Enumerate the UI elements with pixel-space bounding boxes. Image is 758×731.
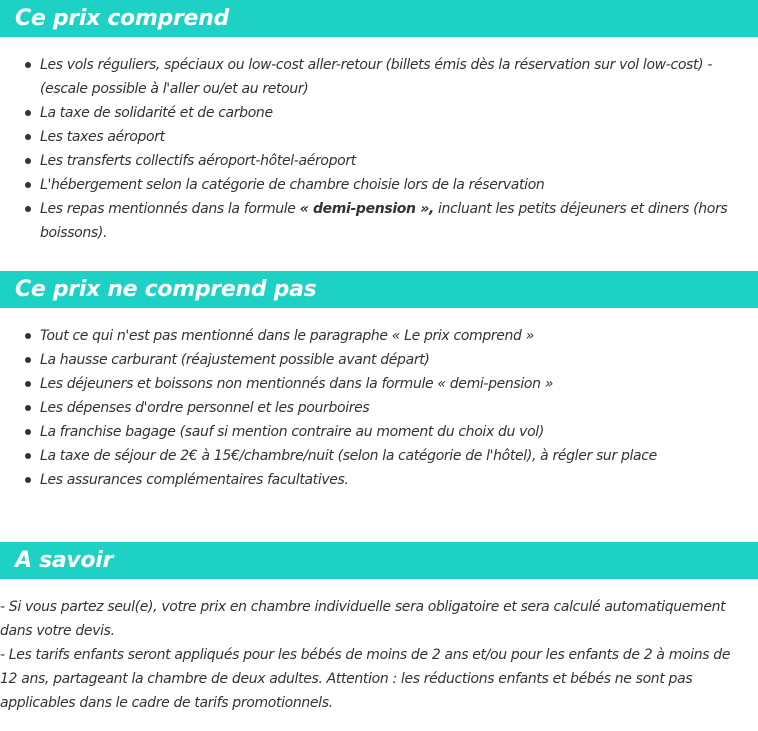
meals-text-before: Les repas mentionnés dans la formule (40, 201, 300, 217)
section-header-to-know (0, 542, 758, 579)
section-title-not-included: Ce prix ne comprend pas (15, 277, 317, 302)
included-item: L'hébergement selon la catégorie de chambre choisie lors de la réservation (0, 173, 730, 197)
included-item: La taxe de solidarité et de carbone (0, 101, 730, 125)
note-single-traveller: - Si vous partez seul(e), votre prix en chambre individuelle sera obligatoire et sera calculé automatiquement dans votre devis. (0, 599, 726, 639)
meals-text-after: incluant les petits déjeuners et diners (hors boissons). (40, 201, 728, 241)
not-included-item: Tout ce qui n'est pas mentionné dans le paragraphe « Le prix comprend » (0, 324, 730, 348)
section-title-included: Ce prix comprend (15, 6, 229, 31)
not-included-item: Les déjeuners et boissons non mentionnés dans la formule « demi-pension » (0, 372, 730, 396)
section-header-included (0, 0, 758, 37)
not-included-item: La hausse carburant (réajustement possible avant départ) (0, 348, 730, 372)
not-included-list (0, 324, 730, 492)
meals-text-emphasis: « demi-pension », (299, 201, 434, 217)
included-item-meals (0, 197, 730, 245)
not-included-item: La franchise bagage (sauf si mention contraire au moment du choix du vol) (0, 420, 730, 444)
included-list (0, 53, 730, 245)
note-children-rates: - Les tarifs enfants seront appliqués pour les bébés de moins de 2 ans et/ou pour les enfants de 2 à moins de 12 ans, partageant la chambre de deux adultes. Attention : les réductions enfants et bébés ne sont pas applicables dans le cadre de tarifs promotionnels. (0, 647, 731, 711)
included-item: Les vols réguliers, spéciaux ou low-cost aller-retour (billets émis dès la réservation sur vol low-cost) - (escale possible à l'aller ou/et au retour) (0, 53, 730, 101)
not-included-item: Les dépenses d'ordre personnel et les pourboires (0, 396, 730, 420)
section-header-not-included (0, 271, 758, 308)
included-item: Les transferts collectifs aéroport-hôtel-aéroport (0, 149, 730, 173)
section-title-to-know: A savoir (15, 548, 114, 573)
not-included-item: Les assurances complémentaires facultatives. (0, 468, 730, 492)
not-included-item: La taxe de séjour de 2€ à 15€/chambre/nuit (selon la catégorie de l'hôtel), à régler sur place (0, 444, 730, 468)
included-item: Les taxes aéroport (0, 125, 730, 149)
